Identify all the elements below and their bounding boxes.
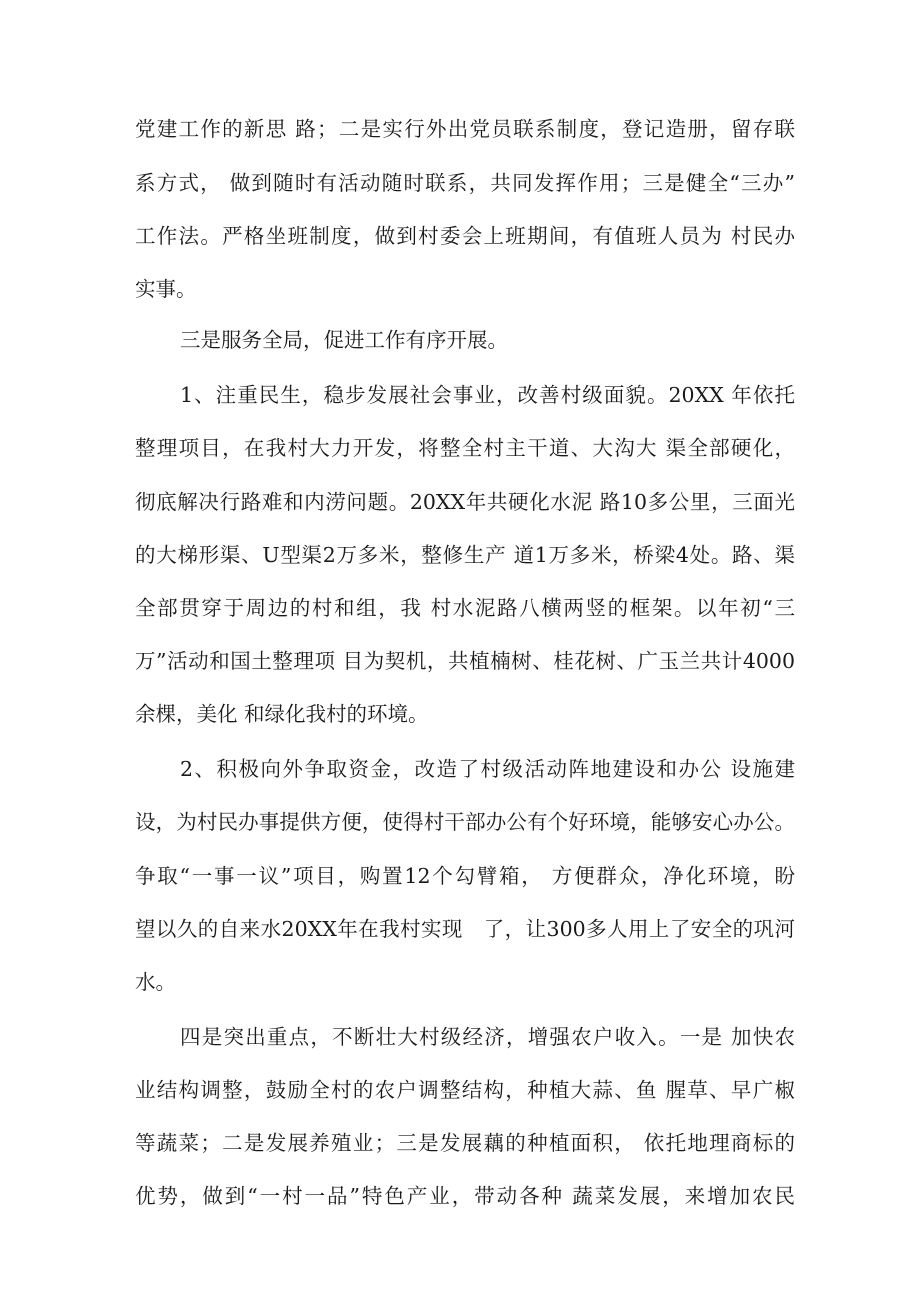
paragraph-5-line-3: 等蔬菜；二是发展养殖业；三是发展藕的种植面积， 依托地理商标的 bbox=[135, 1131, 795, 1155]
paragraph-4-line-2: 设，为村民办事提供方便，使得村干部办公有个好环境，能够安心办公。 bbox=[135, 810, 795, 834]
paragraph-4-line-1: 2、积极向外争取资金，改造了村级活动阵地建设和办公 设施建 bbox=[180, 757, 795, 781]
paragraph-1-line-3: 工作法。严格坐班制度，做到村委会上班期间，有值班人员为 村民办 bbox=[135, 224, 795, 248]
paragraph-3-line-1: 1、注重民生，稳步发展社会事业，改善村级面貌。20XX 年依托 bbox=[180, 383, 795, 407]
paragraph-1-line-1: 党建工作的新思 路；二是实行外出党员联系制度，登记造册，留存联 bbox=[135, 117, 795, 141]
paragraph-3-line-7: 余棵，美化 和绿化我村的环境。 bbox=[135, 702, 429, 726]
paragraph-5-line-1: 四是突出重点，不断壮大村级经济，增强农户收入。一是 加快农 bbox=[180, 1025, 795, 1049]
paragraph-3-line-6: 万”活动和国土整理项 目为契机，共植楠树、桂花树、广玉兰共计4000 bbox=[135, 649, 795, 673]
paragraph-4-line-5: 水。 bbox=[135, 970, 176, 994]
paragraph-3-line-4: 的大梯形渠、U型渠2万多米，整修生产 道1万多米，桥梁4处。路、渠 bbox=[135, 543, 795, 567]
paragraph-5-line-2: 业结构调整，鼓励全村的农户调整结构，种植大蒜、鱼 腥草、早广椒 bbox=[135, 1078, 795, 1102]
paragraph-3-line-3: 彻底解决行路难和内涝问题。20XX年共硬化水泥 路10多公里，三面光 bbox=[135, 490, 795, 514]
paragraph-4-line-3: 争取“一事一议”项目，购置12个勾臂箱， 方便群众，净化环境，盼 bbox=[135, 864, 795, 888]
paragraph-1-line-2: 系方式， 做到随时有活动随时联系，共同发挥作用；三是健全“三办” bbox=[135, 171, 795, 195]
paragraph-3-line-5: 全部贯穿于周边的村和组，我 村水泥路八横两竖的框架。以年初“三 bbox=[135, 596, 795, 620]
paragraph-4-line-4: 望以久的自来水20XX年在我村实现 了，让300多人用上了安全的巩河 bbox=[135, 917, 795, 941]
paragraph-1-line-4: 实事。 bbox=[135, 277, 197, 301]
paragraph-3-line-2: 整理项目，在我村大力开发，将整全村主干道、大沟大 渠全部硬化， bbox=[135, 436, 795, 460]
paragraph-2-line-1: 三是服务全局，促进工作有序开展。 bbox=[180, 328, 508, 352]
paragraph-5-line-4: 优势，做到“一村一品”特色产业，带动各种 蔬菜发展，来增加农民 bbox=[135, 1184, 795, 1208]
